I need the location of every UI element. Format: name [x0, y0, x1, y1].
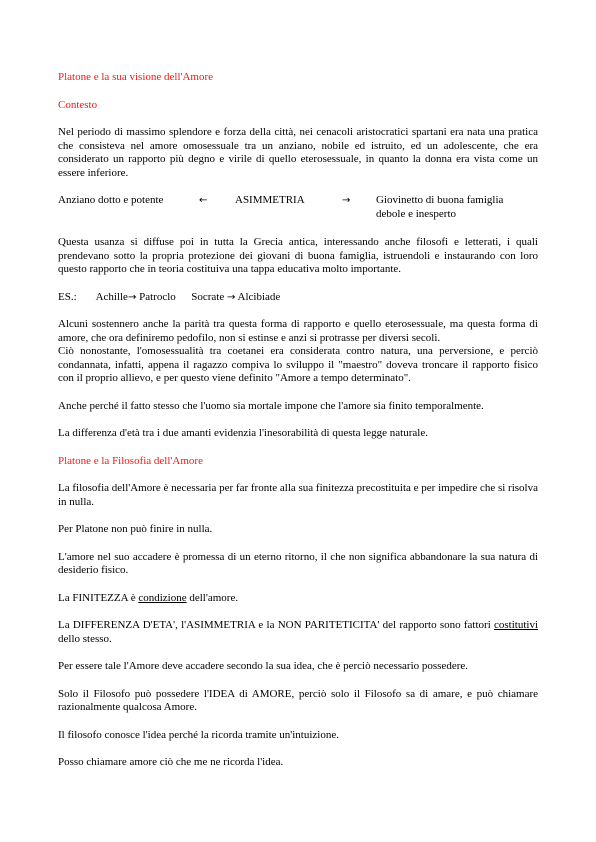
- example-alcibiade: Alcibiade: [235, 290, 281, 303]
- examples-line: [58, 291, 538, 305]
- example-achille: Achille: [95, 290, 128, 303]
- example-socrate: Socrate: [191, 290, 227, 303]
- paragraph-filosofia: La filosofia dell'Amore è necessaria per far fronte alla sua finitezza precostituita e per impedire che si risolva in nulla.: [58, 482, 538, 508]
- paragraph-parita: Alcuni sostennero anche la parità tra questa forma di rapporto e quello eterosessuale, ma questa forma di amore, che ora definiremo pedofilo, non si estinse e anzi si protrasse per diversi secoli.: [58, 318, 538, 344]
- underlined-condizione: condizione: [138, 591, 187, 604]
- document-page: [58, 71, 538, 770]
- paragraph-differenza-eta: La differenza d'età tra i due amanti evidenzia l'inesorabilità di questa legge naturale.: [58, 427, 428, 439]
- example-patroclo: Patroclo: [136, 290, 176, 303]
- paragraph-platone-nulla: Per Platone non può finire in nulla.: [58, 523, 213, 535]
- paragraph-intuizione: Il filosofo conosce l'idea perché la ricorda tramite un'intuizione.: [58, 728, 339, 741]
- asymmetry-center-label: ASIMMETRIA: [235, 194, 305, 206]
- arrow-left-icon: ←: [199, 195, 208, 206]
- arrow-right-icon: →: [127, 291, 137, 303]
- paragraph-usanza: Questa usanza si diffuse poi in tutta la Grecia antica, interessando anche filosofi e letterati, i quali prendevano sotto la propria protezione dei giovani di buona famiglia, istruendoli e instaurando con loro questo rapporto che in teoria costituiva una tappa educativa molto importante.: [58, 236, 538, 275]
- paragraph-fattori: La DIFFERENZA D'ETA', l'ASIMMETRIA e la NON PARITETICITA' del rapporto sono fattori costitutivi dello stesso.: [58, 619, 538, 645]
- paragraph-finitezza: La FINITEZZA è condizione dell'amore.: [58, 591, 239, 604]
- section-heading-filosofia: Platone e la Filosofia dell'Amore: [58, 454, 203, 467]
- arrow-right-icon: →: [227, 291, 236, 303]
- asymmetry-left-label: Anziano dotto e potente: [58, 194, 164, 206]
- paragraph-eterno-ritorno: L'amore nel suo accadere è promessa di un eterno ritorno, il che non significa abbandonare la sua natura di desiderio fisico.: [58, 550, 538, 576]
- paragraph-idea: Per essere tale l'Amore deve accadere secondo la sua idea, che è perciò necessario possedere.: [58, 660, 468, 672]
- asymmetry-right-label-line1: Giovinetto di buona famiglia: [376, 194, 504, 206]
- paragraph-nonostante: Ciò nonostante, l'omosessualità tra coetanei era considerata contro natura, una perversione, e perciò condannata, infatti, appena il ragazzo compiva lo sviluppo il "maestro" doveva troncare il rapporto fisico con il proprio allievo, e per questo viene definito "Amore a tempo determinato".: [58, 345, 538, 384]
- asymmetry-row: [58, 194, 538, 222]
- section-heading-contesto: Contesto: [58, 98, 98, 111]
- underlined-costitutivi: costitutivi: [494, 619, 538, 631]
- asymmetry-right-label-line2: debole e inesperto: [376, 208, 457, 220]
- paragraph-solo-filosofo: Solo il Filosofo può possedere l'IDEA di AMORE, perciò solo il Filosofo sa di amare, e può chiamare razionalmente qualcosa Amore.: [58, 687, 538, 713]
- arrow-right-icon: →: [342, 195, 351, 206]
- intro-paragraph: Nel periodo di massimo splendore e forza della città, nei cenacoli aristocratici spartani era nata una pratica che consisteva nel amore omosessuale tra un anziano, nobile ed istruito, ed un adolescente, che era considerato un rapporto più degno e virile di quello eterosessuale, in quanto la donna era vista come un essere inferiore.: [58, 126, 538, 179]
- examples-label: ES.:: [58, 290, 77, 303]
- paragraph-ricorda: Posso chiamare amore ciò che me ne ricorda l'idea.: [58, 756, 284, 768]
- page-title: Platone e la sua visione dell'Amore: [58, 71, 214, 83]
- paragraph-mortale: Anche perché il fatto stesso che l'uomo sia mortale impone che l'amore sia finito temporalmente.: [58, 399, 484, 412]
